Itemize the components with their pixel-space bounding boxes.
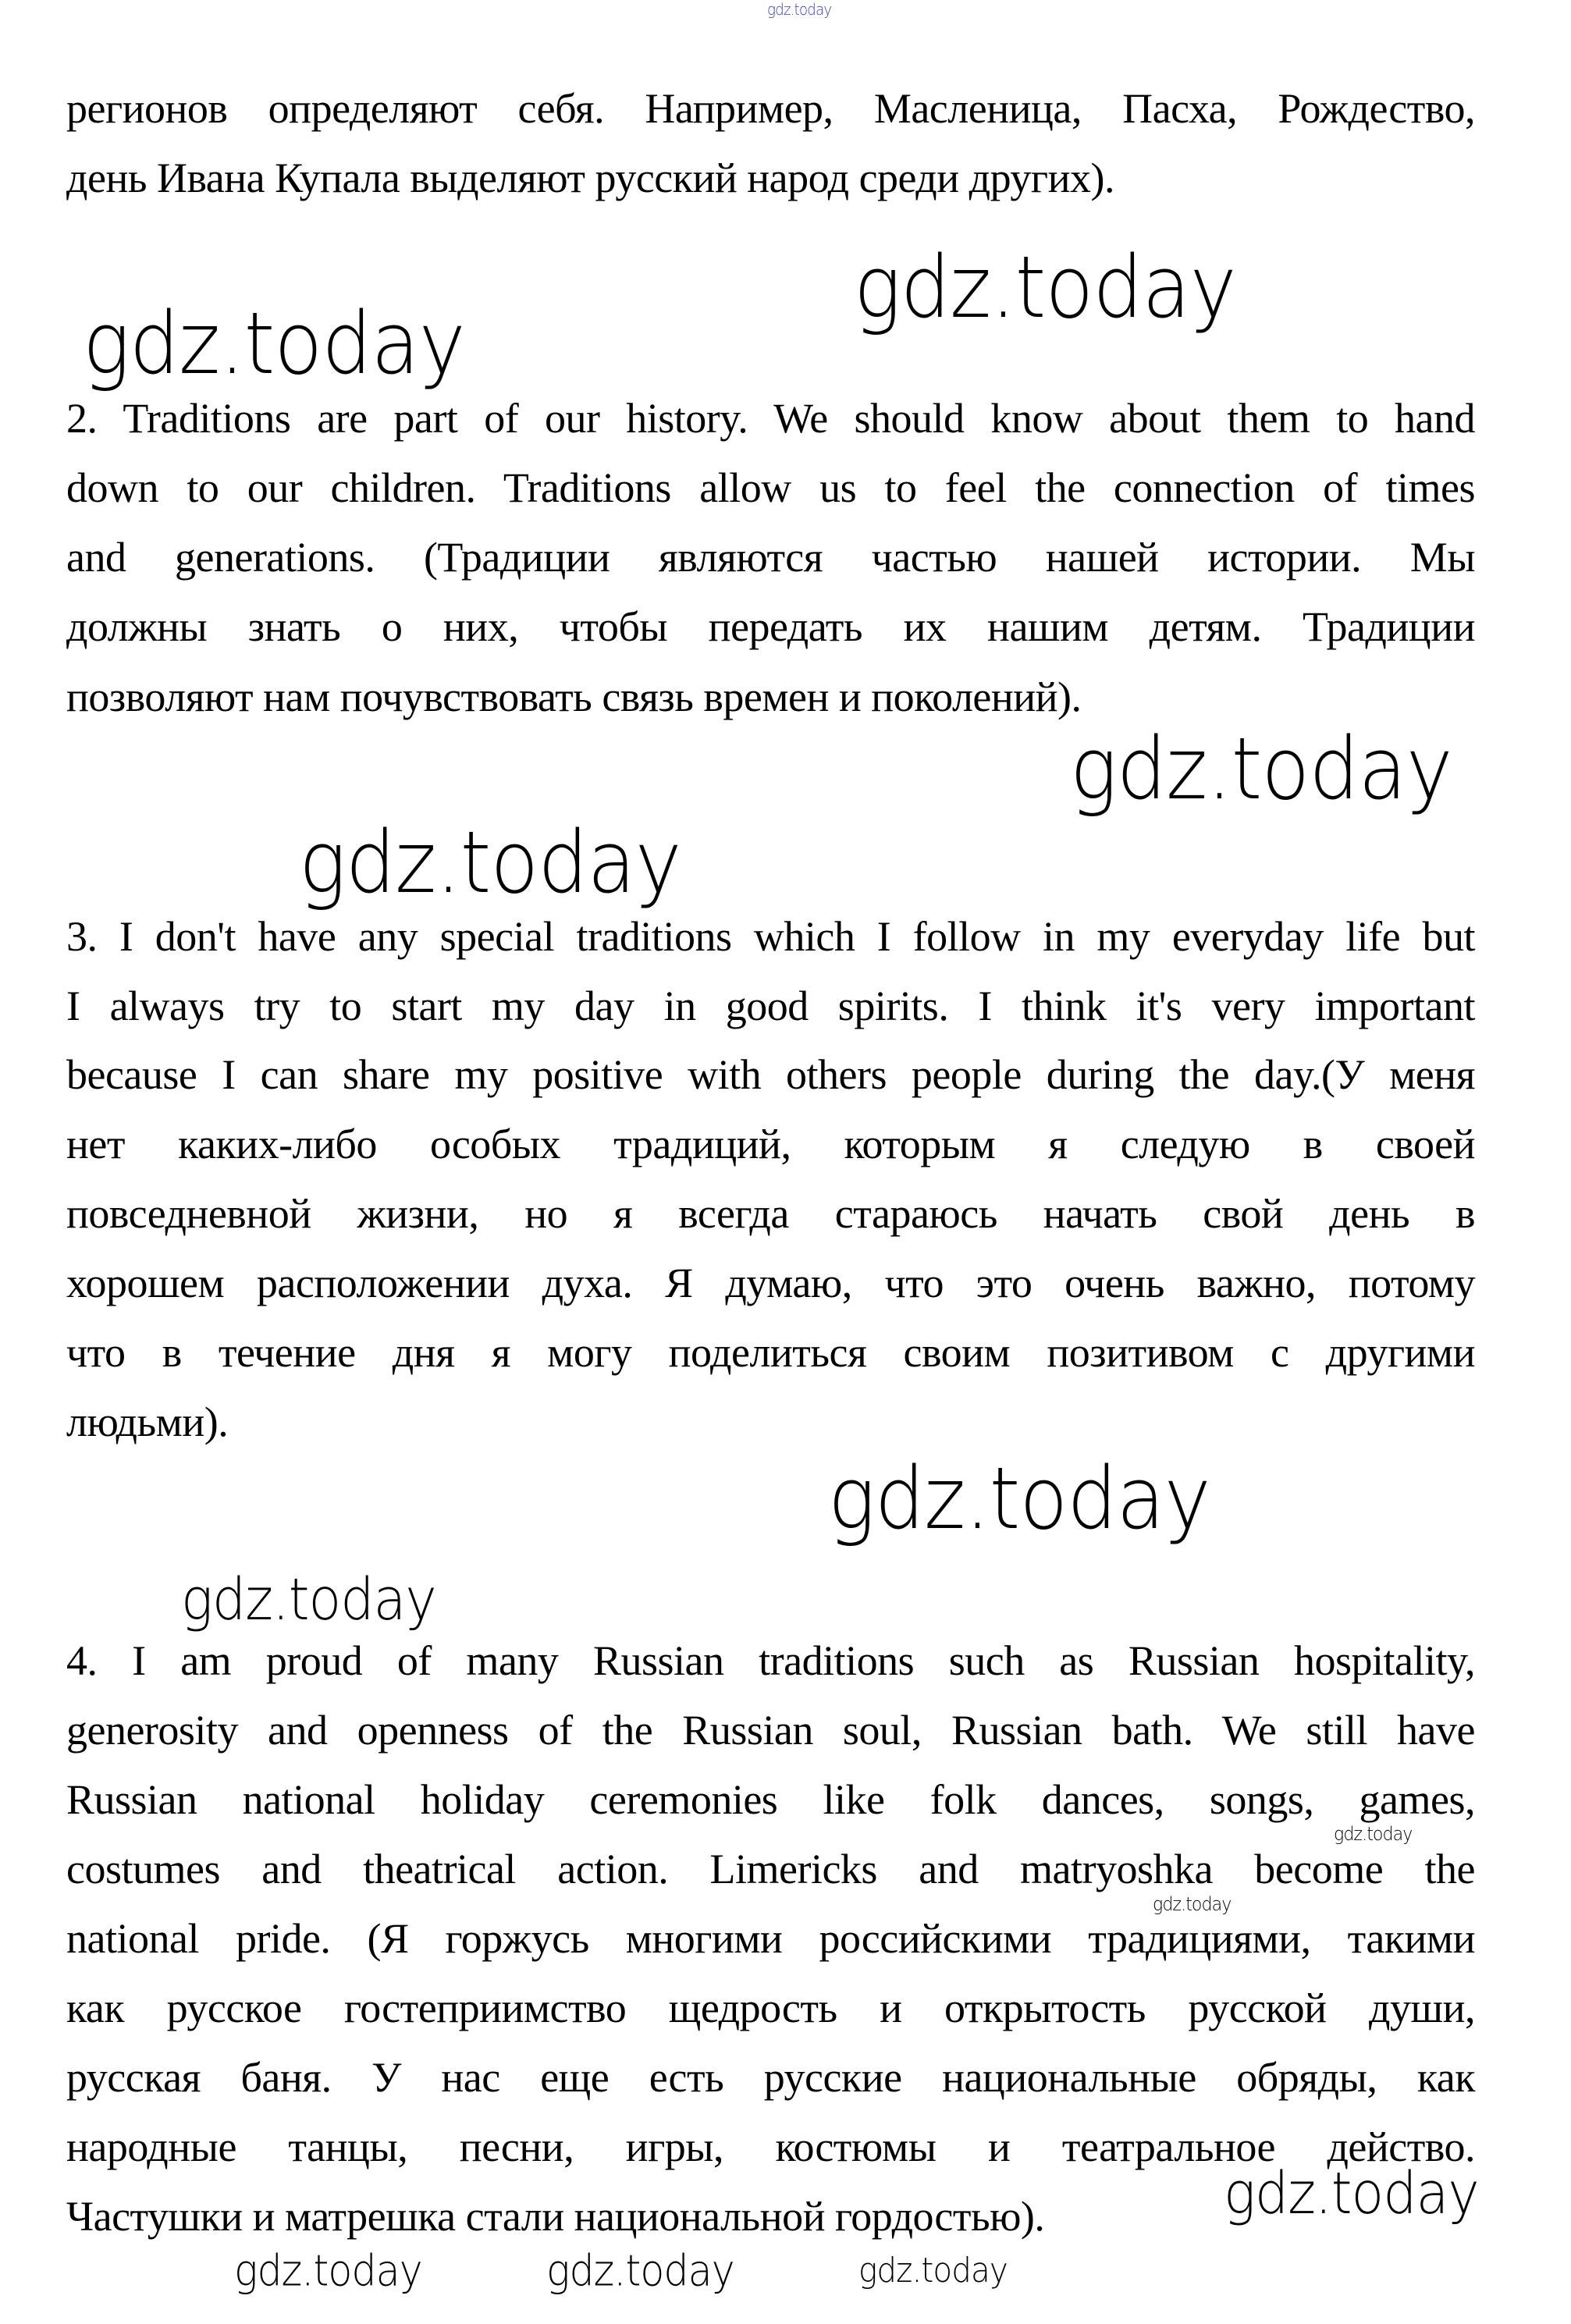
text-line: позволяют нам почувствовать связь времен и поколений).: [66, 673, 1082, 720]
text-line: повседневной жизни, но я всегда стараюсь начать свой день в: [66, 1190, 1475, 1237]
watermark: gdz.today: [858, 2251, 1008, 2290]
text-line: down to our children. Traditions allow us to feel the connection of times: [66, 464, 1475, 511]
watermark: gdz.today: [1070, 719, 1452, 819]
text-line: нет каких-либо особых традиций, которым я следую в своей: [66, 1121, 1475, 1167]
text-line: Частушки и матрешка стали национальной гордостью).: [66, 2193, 1045, 2240]
text-line: generosity and openness of the Russian soul, Russian bath. We still have: [66, 1707, 1475, 1754]
watermark: gdz.today: [854, 237, 1236, 337]
watermark: gdz.today: [1224, 2160, 1479, 2227]
text-line: что в течение дня я могу поделиться своим позитивом с другими: [66, 1329, 1475, 1376]
text-line: I always try to start my day in good spirits. I think it's very important: [66, 983, 1475, 1029]
watermark: gdz.today: [299, 812, 681, 912]
text-line: 2. Traditions are part of our history. We should know about them to hand: [66, 395, 1475, 442]
text-line: людьми).: [66, 1398, 229, 1445]
text-line: должны знать о них, чтобы передать их нашим детям. Традиции: [66, 603, 1475, 650]
watermark: gdz.today: [1334, 1823, 1413, 1845]
text-line: costumes and theatrical action. Limericks and matryoshka become the: [66, 1846, 1475, 1892]
watermark: gdz.today: [1153, 1893, 1232, 1915]
text-line: Russian national holiday ceremonies like folk dances, songs, games,: [66, 1776, 1475, 1823]
text-line: 3. I don't have any special traditions which I follow in my everyday life but: [66, 913, 1475, 960]
text-line: хорошем расположении духа. Я думаю, что это очень важно, потому: [66, 1260, 1475, 1306]
text-line: because I can share my positive with others people during the day.(У меня: [66, 1051, 1475, 1098]
header-watermark: gdz.today: [767, 0, 832, 19]
text-line: and generations. (Традиции являются частью нашей истории. Мы: [66, 534, 1475, 581]
watermark: gdz.today: [828, 1448, 1210, 1548]
watermark: gdz.today: [83, 293, 465, 393]
text-line: national pride. (Я горжусь многими российскими традициями, такими: [66, 1915, 1475, 1962]
watermark: gdz.today: [234, 2245, 422, 2296]
text-line: 4. I am proud of many Russian traditions such as Russian hospitality,: [66, 1637, 1475, 1684]
watermark: gdz.today: [181, 1566, 436, 1633]
text-line: день Ивана Купала выделяют русский народ среди других).: [66, 155, 1114, 201]
text-line: русская баня. У нас еще есть русские национальные обряды, как: [66, 2054, 1475, 2101]
text-line: регионов определяют себя. Например, Масленица, Пасха, Рождество,: [66, 85, 1475, 132]
text-line: народные танцы, песни, игры, костюмы и театральное действо.: [66, 2123, 1475, 2170]
watermark: gdz.today: [546, 2245, 734, 2296]
text-line: как русское гостеприимство щедрость и открытость русской души,: [66, 1985, 1475, 2031]
